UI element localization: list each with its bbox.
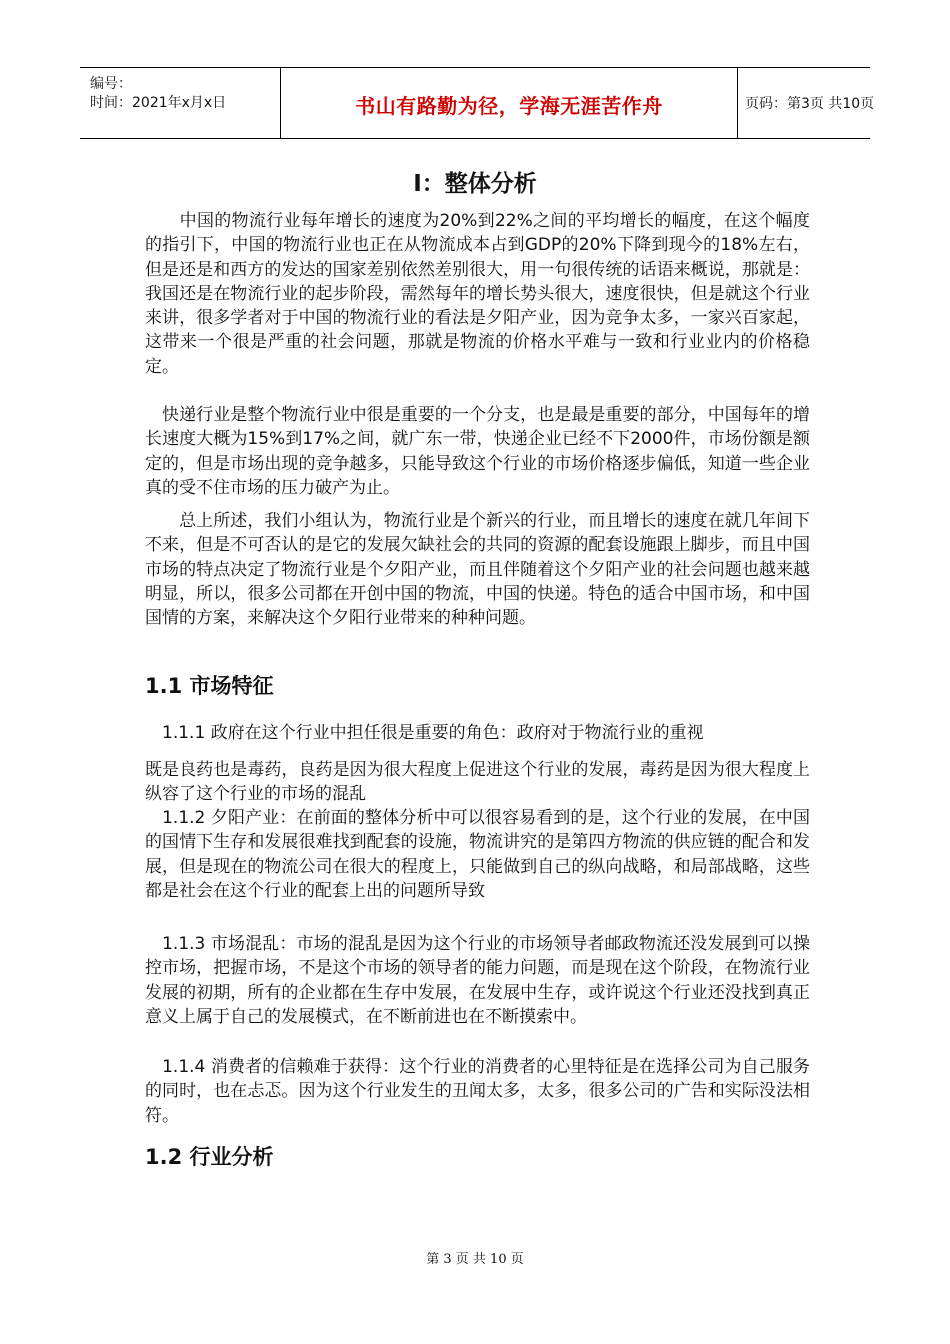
paragraph-1-1-3: 1.1.3 市场混乱：市场的混乱是因为这个行业的市场领导者邮政物流还没发展到可以操控市场，把握市场，不是这个市场的领导者的能力问题，而是现在这个阶段，在物流行业发展的初期，所有的企业都在生存中发展，在发展中生存，或许说这个行业还没找到真正意义上属于自己的发展模式，在不断前进也在不断摸索中。 <box>145 934 810 1027</box>
paragraph-1-1-2: 1.1.2 夕阳产业：在前面的整体分析中可以很容易看到的是，这个行业的发展，在中国的国情下生存和发展很难找到配套的设施，物流讲究的是第四方物流的供应链的配合和发展，但是现在的物流公司在很大的程度上，只能做到自己的纵向战略，和局部战略，这些都是社会在这个行业的配套上出的问题所导致 <box>145 808 810 901</box>
header-motto: 书山有路勤为径，学海无涯苦作舟 <box>355 94 663 118</box>
header-motto-cell <box>280 68 738 138</box>
header-info-cell <box>80 68 280 138</box>
paragraph-1-1-1-lead: 1.1.1 政府在这个行业中担任很是重要的角色：政府对于物流行业的重视 <box>145 723 704 743</box>
paragraph-summary: 总上所述，我们小组认为，物流行业是个新兴的行业，而且增长的速度在就几年间下不来，但是不可否认的是它的发展欠缺社会的共同的资源的配套设施跟上脚步，而且中国市场的特点决定了物流行业是个夕阳产业，而且伴随着这个夕阳产业的社会问题也越来越明显，所以，很多公司都在开创中国的物流，中国的快递。特色的适合中国市场，和中国国情的方案，来解决这个夕阳行业带来的种种问题。 <box>145 511 810 629</box>
header-page-number: 页码：第3页 共10页 <box>745 96 875 112</box>
paragraph-overview: 中国的物流行业每年增长的速度为20%到22%之间的平均增长的幅度，在这个幅度的指引下，中国的物流行业也正在从物流成本占到GDP的20%下降到现今的18%左右，但是还是和西方的发达的国家差别依然差别很大，用一句很传统的话语来概说，那就是：我国还是在物流行业的起步阶段，需然每年的增长势头很大，速度很快，但是就这个行业来讲，很多学者对于中国的物流行业的看法是夕阳产业，因为竞争太多，一家兴百家起，这带来一个很是严重的社会问题，那就是物流的价格水平难与一致和行业业内的价格稳定。 <box>145 211 810 377</box>
header-page-cell <box>737 68 875 138</box>
paragraph-express: 快递行业是整个物流行业中很是重要的一个分支，也是最是重要的部分，中国每年的增长速度大概为15%到17%之间，就广东一带，快递企业已经不下2000件，市场份额是额定的，但是市场出现的竞争越多，只能导致这个行业的市场价格逐步偏低，知道一些企业真的受不住市场的压力破产为止。 <box>145 405 810 498</box>
paragraph-1-1-1: 既是良药也是毒药，良药是因为很大程度上促进这个行业的发展，毒药是因为很大程度上纵容了这个行业的市场的混乱 <box>145 760 810 805</box>
paragraph-1-1-4: 1.1.4 消费者的信赖难于获得：这个行业的消费者的心里特征是在选择公司为自己服务的同时，也在忐忑。因为这个行业发生的丑闻太多，太多，很多公司的广告和实际没法相符。 <box>145 1057 810 1126</box>
document-number-label: 编号： <box>90 76 132 92</box>
heading-market-features: 1.1 市场特征 <box>145 674 274 698</box>
page-footer: 第 3 页 共 10 页 <box>426 1252 524 1267</box>
document-date-label: 时间：2021年x月x日 <box>90 95 227 111</box>
page-header <box>80 67 875 139</box>
heading-industry-analysis: 1.2 行业分析 <box>145 1145 274 1169</box>
section-title: I：整体分析 <box>413 171 537 197</box>
